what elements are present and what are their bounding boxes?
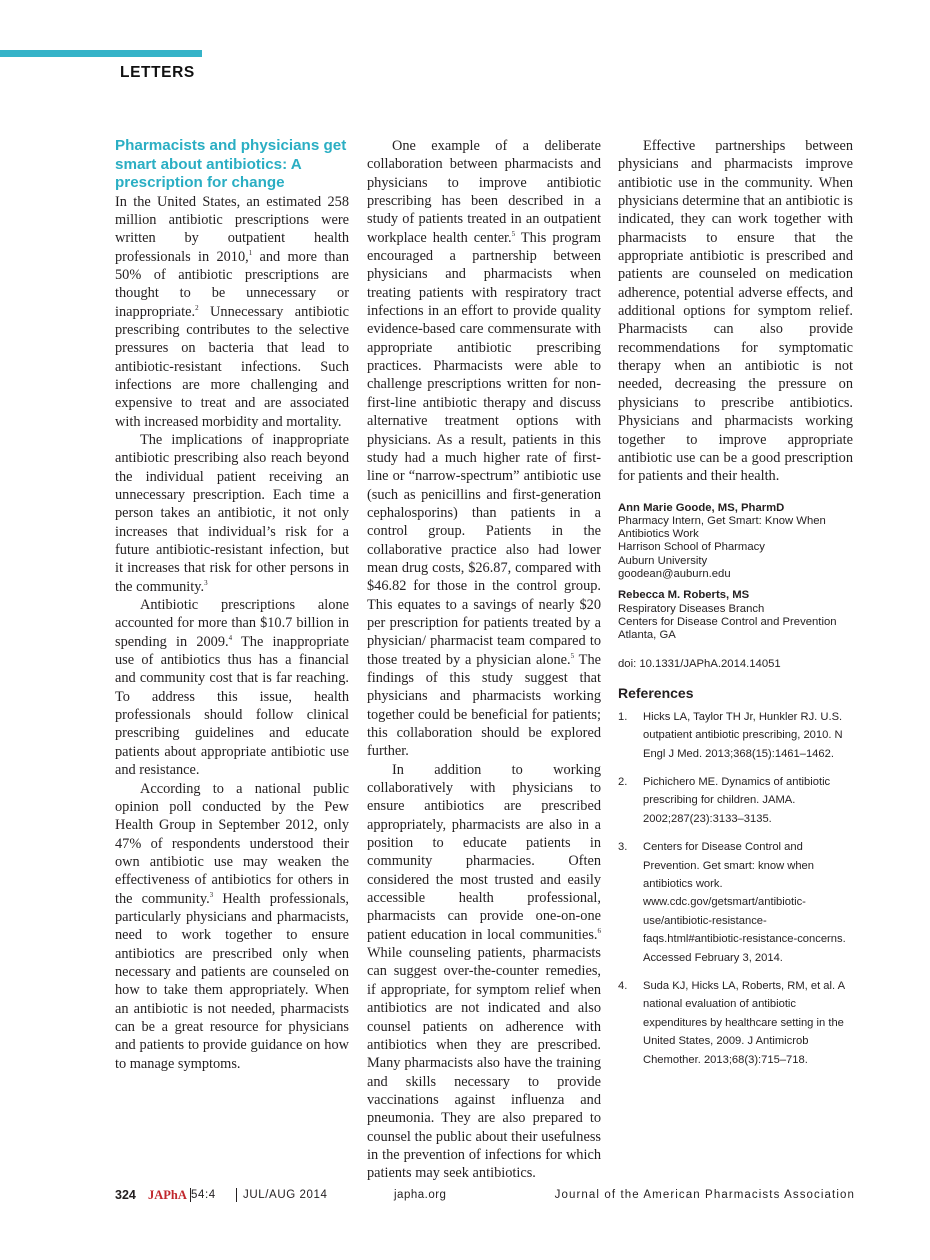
article-title: Pharmacists and physicians get smart about antibiotics: A prescription for change — [115, 137, 347, 191]
author-email[interactable]: goodean@auburn.edu — [618, 568, 731, 581]
paragraph-5: One example of a deliberate collaboration between pharmacists and physicians to improve antibiotic prescribing has been described in a study of patients treated in an outpatient workplace health center.$^5$ This program encouraged a partnership between physicians and pharmacists when treating patients with respiratory tract infections in an effort to provide quality evidence-based care commensurate with appropriate antibiotic prescribing practices. Pharmacists were able to challenge prescriptions written for non-first-line antibiotic therapy and discuss alternative treatment options with physicians. As a result, patients in this study had a much higher rate of first-line or “narrow-spectrum” antibiotic use (such as penicillins and first-generation cephalosporins) than patients in a control group. Patients in the collaborative practice also had lower mean drug costs, $26.87, compared with $46.82 for those in the control group. This equates to a savings of nearly $20 per prescription for patients treated by a physician/ pharmacist team compared to those treated by a physician alone.$^5$ The findings of this study suggest that physicians and pharmacists working together could be beneficial for patients; this collaboration should be explored further. — [367, 138, 601, 760]
paragraph-2: The implications of inappropriate antibiotic prescribing also reach beyond the individual patient receiving an unnecessary prescription. Each time a person takes an antibiotic, it not only increases that individual’s risk for a future antibiotic-resistant infection, but it increases that risk for other persons in the community.$^3$ — [115, 431, 349, 595]
paragraph-1: In the United States, an estimated 258 million antibiotic prescriptions were written by outpatient health professionals in 2010,$^1$ and more than 50% of antibiotic prescriptions are thought to be unnecessary or inappropriate.$^2$ Unnecessary antibiotic prescribing contributes to the selective pressures on bacteria that lead to antibiotic-resistant infections. Such infections are more challenging and expensive to treat and are associated with increased morbidity and mortality. — [115, 193, 349, 430]
journal-logo: JAPhA — [148, 1188, 187, 1202]
reference-item: 4. Suda KJ, Hicks LA, Roberts, RM, et al. A national evaluation of antibiotic expenditures by healthcare setting in the United States, 2009. J Antimicrob Chemother. 2013;68(3):715–718. — [618, 980, 845, 1066]
paragraph-3: Antibiotic prescriptions alone accounted for more than $10.7 billion in spending in 2009.$^4$ The inappropriate use of antibiotics thus has a financial and community cost that is far reaching. To address this issue, health professionals should follow clinical prescribing guidelines and educate patients about appropriate antibiotic use and resistance. — [115, 597, 349, 779]
paragraph-7: Effective partnerships between physicians and pharmacists improve antibiotic use in the community. When physicians determine that an antibiotic is indicated, they can work together with pharmacists to ensure that the appropriate antibiotic is prescribed and patients are counseled on medication adherence, potential adverse effects, and additional options for symptom relief. Pharmacists can also provide recommendations for symptomatic therapy when an antibiotic is not needed, decreasing the pressure on physicians to prescribe antibiotics. Physicians and pharmacists working together to improve appropriate antibiotic use can be a good prescription for patients and their health. — [618, 138, 853, 485]
reference-item: 3. Centers for Disease Control and Prevention. Get smart: know when antibiotics work. www.cdc.gov/getsmart/antibiotic-use/antibiotic-resistance-faqs.html#antibiotic-resistance-concerns. Accessed February 3, 2014. — [618, 841, 846, 964]
journal-name: Journal of the American Pharmacists Association — [554, 1189, 855, 1201]
page-number: 324 — [115, 1188, 136, 1202]
page-footer — [115, 1188, 855, 1206]
author-affiliation: Respiratory Diseases Branch — [618, 602, 765, 615]
author-affiliation: Centers for Disease Control and Prevention — [618, 615, 837, 628]
footer-divider — [236, 1188, 237, 1202]
author-name: Ann Marie Goode, MS, PharmD — [618, 501, 785, 514]
author-2 — [618, 589, 853, 642]
paragraph-4: According to a national public opinion poll conducted by the Pew Health Group in September 2012, only 47% of respondents understood their own antibiotic use may weaken the effectiveness of antibiotics for others in the community.$^3$ Health professionals, particularly physicians and pharmacists, need to work together to ensure antibiotics are prescribed only when necessary and patients are counseled on how to take them appropriately. When an antibiotic is not needed, pharmacists can be a great resource for physicians and patients to provide guidance on how to manage symptoms. — [115, 780, 349, 1072]
author-affiliation: Atlanta, GA — [618, 629, 676, 642]
author-affiliation: Auburn University — [618, 554, 708, 567]
column-2 — [367, 137, 601, 1183]
author-affiliation: Pharmacy Intern, Get Smart: Know When Antibiotics Work — [618, 514, 826, 541]
paragraph-6: In addition to working collaboratively with physicians to ensure antibiotics are prescribed appropriately, pharmacists are also in a position to educate patients in community pharmacies. Often considered the most trusted and easily accessible health professional, pharmacists can provide one-on-one patient education in local communities.$^6$ While counseling patients, pharmacists can suggest over-the-counter remedies, if appropriate, for symptom relief when antibiotics are not indicated and also counsel patients on adherence with antibiotics when they are prescribed. Many pharmacists also have the training and skills necessary to provide vaccinations against influenza and pneumonia. They are also prepared to counsel the public about their usefulness in the prevention of infections for which patients may seek antibiotics. — [367, 761, 601, 1182]
author-1 — [618, 502, 853, 582]
header-accent-bar — [0, 50, 202, 57]
website-link[interactable]: japha.org — [394, 1189, 447, 1201]
references-heading: References — [618, 684, 694, 701]
issue-date: JUL/AUG 2014 — [243, 1189, 328, 1201]
reference-item: 2. Pichichero ME. Dynamics of antibiotic prescribing for children. JAMA. 2002;287(23):3133–3135. — [618, 776, 831, 825]
column-3 — [618, 137, 853, 1079]
column-1 — [115, 137, 349, 1073]
issue-number: 54:4 — [191, 1189, 216, 1201]
section-label: LETTERS — [120, 64, 195, 81]
doi[interactable]: doi: 10.1331/JAPhA.2014.14051 — [618, 657, 781, 670]
reference-item: 1. Hicks LA, Taylor TH Jr, Hunkler RJ. U.S. outpatient antibiotic prescribing, 2010. N Engl J Med. 2013;368(15):1461–1462. — [618, 710, 843, 760]
author-affiliation: Harrison School of Pharmacy — [618, 541, 765, 554]
references-list — [618, 708, 853, 1069]
author-name: Rebecca M. Roberts, MS — [618, 589, 750, 602]
